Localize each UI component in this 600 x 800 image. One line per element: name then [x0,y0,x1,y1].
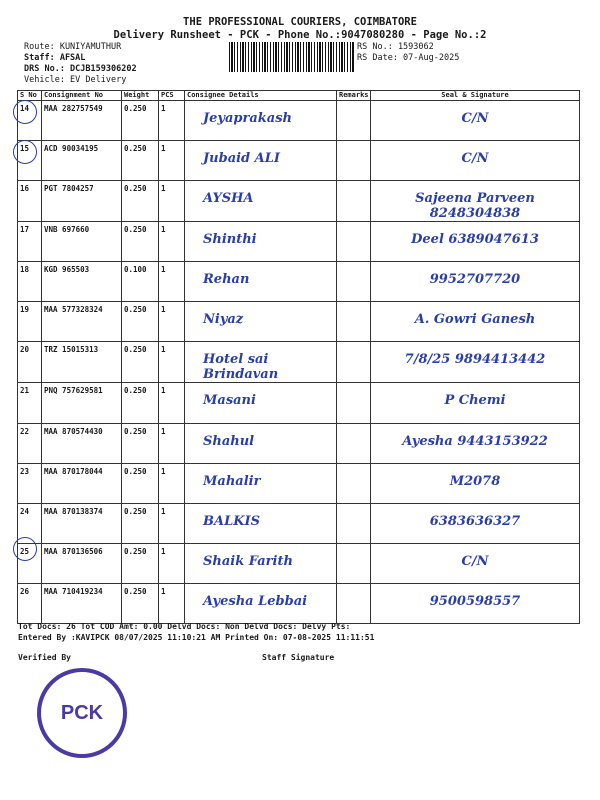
row-consignment: MAA 870136506 [42,544,122,584]
row-remarks [337,424,371,464]
table-row [18,302,580,342]
verified-by-label: Verified By [18,653,71,662]
row-pcs: 1 [159,383,185,424]
row-weight: 0.250 [122,181,159,222]
row-consignee: Shahul [185,424,337,464]
table-row [18,584,580,624]
row-consignee: BALKIS [185,504,337,544]
row-pcs: 1 [159,544,185,584]
row-consignment: VNB 697660 [42,222,122,262]
row-consignee: AYSHA [185,181,337,222]
row-consignee: Jeyaprakash [185,101,337,141]
table-row [18,101,580,141]
row-sno: 24 [18,504,42,544]
col-consignee: Consignee Details [185,91,337,101]
table-row [18,141,580,181]
table-row [18,222,580,262]
row-consignee: Masani [185,383,337,424]
runsheet-subtitle: Delivery Runsheet - PCK - Phone No.:9047080280 - Page No.:2 [113,29,487,41]
handwritten-circle [13,537,37,561]
col-remarks: Remarks [337,91,371,101]
row-remarks [337,181,371,222]
col-weight: Weight [122,91,159,101]
row-remarks [337,342,371,383]
row-weight: 0.250 [122,342,159,383]
row-remarks [337,464,371,504]
row-seal: C/N [371,544,580,584]
row-pcs: 1 [159,181,185,222]
table-row [18,464,580,504]
handwritten-circle [13,100,37,124]
row-remarks [337,262,371,302]
row-pcs: 1 [159,342,185,383]
table-row [18,181,580,222]
rs-number: RS No.: 1593062 [357,42,434,52]
row-sno: 17 [18,222,42,262]
row-consignment: ACD 90034195 [42,141,122,181]
table-row [18,504,580,544]
table-row [18,262,580,302]
row-remarks [337,544,371,584]
row-sno: 19 [18,302,42,342]
row-pcs: 1 [159,222,185,262]
table-row [18,424,580,464]
row-seal: 9500598557 [371,584,580,624]
row-consignment: TRZ 15015313 [42,342,122,383]
row-seal: P Chemi [371,383,580,424]
row-sno: 21 [18,383,42,424]
row-pcs: 1 [159,302,185,342]
row-consignment: MAA 710419234 [42,584,122,624]
row-pcs: 1 [159,262,185,302]
row-seal: M2078 [371,464,580,504]
row-pcs: 1 [159,504,185,544]
stamp-text: PCK [60,701,104,724]
row-sno: 14 [18,101,42,141]
row-pcs: 1 [159,464,185,504]
row-sno: 23 [18,464,42,504]
handwritten-circle [13,140,37,164]
row-remarks [337,141,371,181]
row-consignment: MAA 870138374 [42,504,122,544]
row-seal: Sajeena Parveen 8248304838 [371,181,580,222]
row-weight: 0.250 [122,584,159,624]
row-seal: 7/8/25 9894413442 [371,342,580,383]
row-seal: 9952707720 [371,262,580,302]
row-sno: 15 [18,141,42,181]
row-pcs: 1 [159,424,185,464]
row-seal: C/N [371,141,580,181]
row-consignee: Niyaz [185,302,337,342]
row-seal: 6383636327 [371,504,580,544]
row-consignee: Rehan [185,262,337,302]
table-header-row [18,91,580,101]
col-consignment: Consignment No [42,91,122,101]
row-sno: 18 [18,262,42,302]
row-consignment: MAA 282757549 [42,101,122,141]
col-sno: S No [18,91,42,101]
drs-number: DRS No.: DCJB159306202 [24,64,137,74]
row-seal: Deel 6389047613 [371,222,580,262]
row-pcs: 1 [159,141,185,181]
row-sno: 22 [18,424,42,464]
row-consignee: Jubaid ALI [185,141,337,181]
row-weight: 0.250 [122,141,159,181]
row-consignment: MAA 870178044 [42,464,122,504]
row-consignment: PNQ 757629581 [42,383,122,424]
row-consignment: MAA 870574430 [42,424,122,464]
row-sno: 25 [18,544,42,584]
row-remarks [337,383,371,424]
table-row [18,383,580,424]
row-consignee: Mahalir [185,464,337,504]
row-sno: 16 [18,181,42,222]
staff-signature-label: Staff Signature [262,653,335,662]
row-remarks [337,504,371,544]
row-seal: A. Gowri Ganesh [371,302,580,342]
row-weight: 0.250 [122,101,159,141]
row-weight: 0.250 [122,383,159,424]
row-seal: Ayesha 9443153922 [371,424,580,464]
runsheet-table [17,90,580,624]
row-consignee: Hotel sai Brindavan [185,342,337,383]
row-consignee: Shaik Farith [185,544,337,584]
row-consignment: PGT 7804257 [42,181,122,222]
entered-by-line: Entered By :KAVIPCK 08/07/2025 11:10:21 AM Printed On: 07-08-2025 11:11:51 [18,633,375,642]
vehicle-label: Vehicle: EV Delivery [24,75,127,85]
table-row [18,342,580,383]
row-weight: 0.250 [122,504,159,544]
row-sno: 20 [18,342,42,383]
row-weight: 0.250 [122,424,159,464]
rs-date: RS Date: 07-Aug-2025 [357,53,460,63]
route-label: Route: KUNIYAMUTHUR [24,42,122,52]
row-sno: 26 [18,584,42,624]
row-consignment: MAA 577328324 [42,302,122,342]
row-pcs: 1 [159,101,185,141]
row-weight: 0.100 [122,262,159,302]
row-consignee: Shinthi [185,222,337,262]
col-seal: Seal & Signature [371,91,580,101]
summary-line: Tot Docs: 26 Tot COD Amt: 0.00 Delvd Docs: Non Delvd Docs: Delvy Pts: [18,622,351,631]
row-weight: 0.250 [122,302,159,342]
row-seal: C/N [371,101,580,141]
row-remarks [337,584,371,624]
row-consignment: KGD 965503 [42,262,122,302]
pck-stamp [37,668,127,758]
row-pcs: 1 [159,584,185,624]
row-consignee: Ayesha Lebbai [185,584,337,624]
row-remarks [337,101,371,141]
row-remarks [337,302,371,342]
row-weight: 0.250 [122,464,159,504]
col-pcs: PCS [159,91,185,101]
row-remarks [337,222,371,262]
row-weight: 0.250 [122,544,159,584]
table-row [18,544,580,584]
row-weight: 0.250 [122,222,159,262]
staff-label: Staff: AFSAL [24,53,86,63]
barcode [229,42,354,72]
company-title: THE PROFESSIONAL COURIERS, COIMBATORE [183,16,417,28]
